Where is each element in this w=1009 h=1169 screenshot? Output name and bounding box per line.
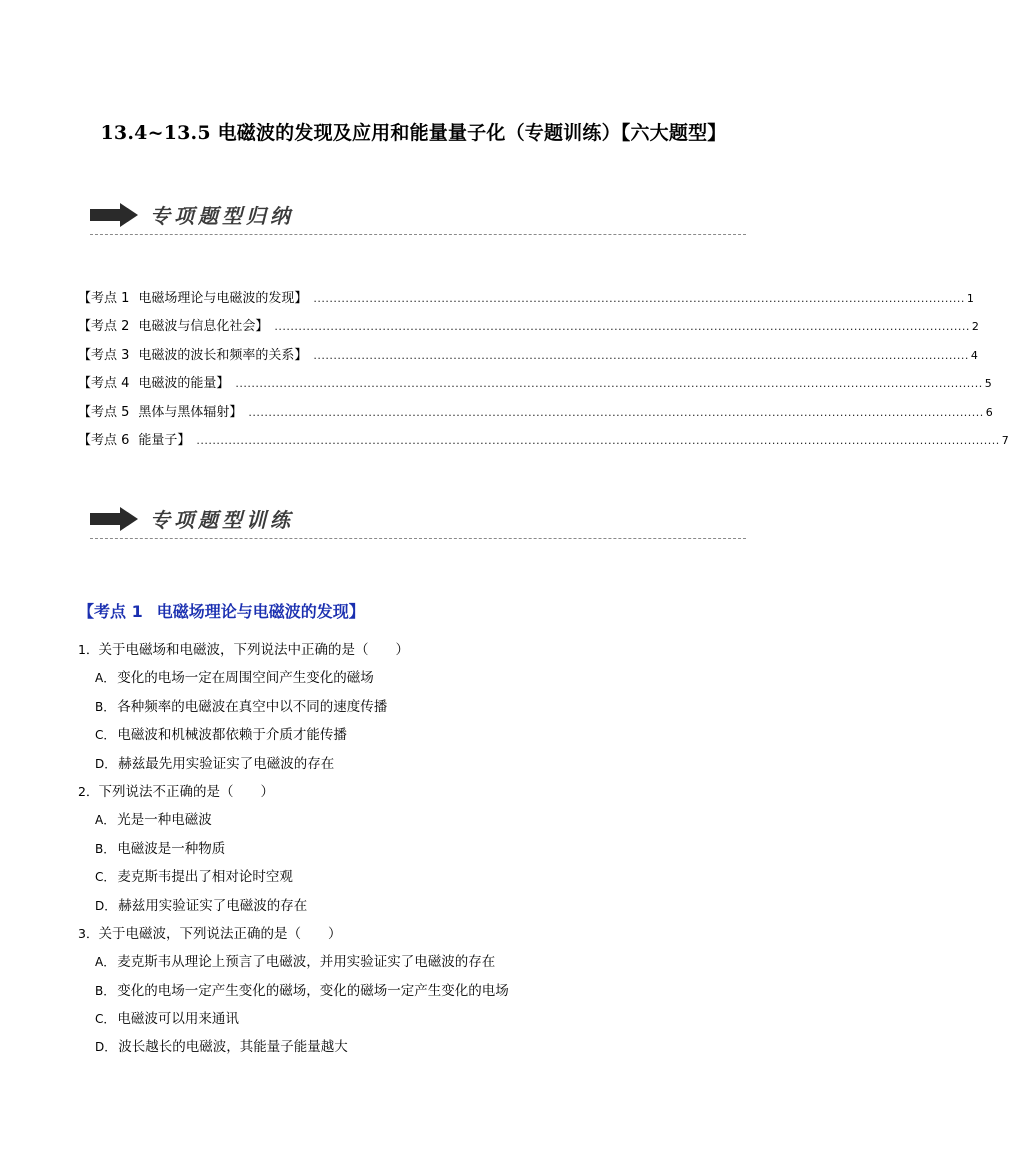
toc-item-topic: 黑体与黑体辐射】 <box>138 404 243 420</box>
section-topic: 电磁场理论与电磁波的发现】 <box>156 602 365 621</box>
question-number: 3． <box>78 925 99 941</box>
toc-page-number: 4 <box>970 348 978 362</box>
option-letter: C． <box>95 728 116 743</box>
section-banner-training <box>90 502 746 542</box>
toc-page-number: 7 <box>1001 433 1009 447</box>
section-banner-summary <box>90 198 746 238</box>
question-stem <box>78 636 758 664</box>
option-letter: C． <box>95 1012 116 1027</box>
toc-item-label: 【考点 5 <box>78 404 130 420</box>
answer-option[interactable] <box>78 835 758 863</box>
question-text: 关于电磁场和电磁波，下列说法中正确的是（ ） <box>98 642 409 658</box>
toc-leader: ........................................................................................................................................................................................ <box>248 405 984 419</box>
question-text: 关于电磁波，下列说法正确的是（ ） <box>98 925 342 942</box>
option-letter: C． <box>95 870 116 885</box>
arrow-icon <box>90 506 140 532</box>
toc-item-label: 【考点 3 <box>78 347 130 363</box>
question-stem <box>78 920 758 948</box>
toc-leader: ......................................................................................................................................................................................................... <box>196 433 1000 447</box>
toc-page-number: 6 <box>985 405 993 419</box>
toc-item-topic: 电磁波的波长和频率的关系】 <box>138 347 308 363</box>
option-text: 光是一种电磁波 <box>117 812 212 829</box>
section-heading <box>78 599 365 622</box>
toc-item-topic: 能量子】 <box>138 432 191 448</box>
option-text: 电磁波是一种物质 <box>117 840 226 857</box>
answer-option[interactable] <box>78 693 758 721</box>
option-letter: A． <box>95 813 116 828</box>
answer-option[interactable] <box>78 892 758 920</box>
toc-item-topic: 电磁场理论与电磁波的发现】 <box>138 291 308 306</box>
question-text: 下列说法不正确的是（ ） <box>98 783 274 800</box>
answer-option[interactable] <box>78 750 758 778</box>
section-label: 【考点 1 <box>78 602 143 621</box>
answer-option[interactable] <box>78 721 758 749</box>
answer-option[interactable] <box>78 806 758 834</box>
option-letter: D． <box>95 1040 117 1055</box>
toc-page-number: 5 <box>984 377 992 391</box>
question-number: 2． <box>78 783 99 799</box>
toc-item-label: 【考点 1 <box>78 291 130 306</box>
document-title: 13.4~13.5 电磁波的发现及应用和能量量子化（专题训练）【六大题型】 <box>100 122 727 144</box>
toc-item-label: 【考点 4 <box>78 376 130 392</box>
option-text: 各种频率的电磁波在真空中以不同的速度传播 <box>117 698 388 715</box>
toc-leader: ................................................................................................................................................................... <box>313 292 965 305</box>
option-letter: A． <box>95 955 116 970</box>
toc-page-number: 1 <box>966 292 974 305</box>
answer-option[interactable] <box>78 1033 758 1061</box>
option-text: 赫兹最先用实验证实了电磁波的存在 <box>118 755 335 772</box>
toc-item[interactable] <box>78 287 974 315</box>
toc-item[interactable] <box>78 372 992 400</box>
option-letter: B． <box>95 983 116 998</box>
answer-option[interactable] <box>78 948 758 976</box>
toc-item-label: 【考点 2 <box>78 319 130 335</box>
toc-leader: ........................................................................................................................................................................................... <box>235 377 983 391</box>
option-text: 电磁波可以用来通讯 <box>117 1011 239 1028</box>
answer-option[interactable] <box>78 664 758 692</box>
answer-option[interactable] <box>78 977 758 1005</box>
option-letter: D． <box>95 898 117 913</box>
toc-page-number: 2 <box>971 320 979 334</box>
banner-label: 专项题型归纳 <box>150 204 294 228</box>
question-number: 1． <box>78 642 99 657</box>
toc-item-topic: 电磁波的能量】 <box>138 376 230 392</box>
toc-item-label: 【考点 6 <box>78 432 130 448</box>
toc-item-topic: 电磁波与信息化社会】 <box>138 319 269 335</box>
table-of-contents <box>78 287 1009 457</box>
option-text: 麦克斯韦提出了相对论时空观 <box>117 869 293 886</box>
question-list <box>78 636 758 1062</box>
option-letter: D． <box>95 756 117 771</box>
toc-item[interactable] <box>78 429 1009 457</box>
option-letter: A． <box>95 671 116 686</box>
option-text: 电磁波和机械波都依赖于介质才能传播 <box>117 727 347 744</box>
toc-item[interactable] <box>78 315 979 343</box>
toc-leader: .................................................................................................................................................................... <box>313 348 969 362</box>
divider <box>90 234 746 235</box>
arrow-icon <box>90 202 140 228</box>
option-letter: B． <box>95 699 116 714</box>
option-text: 赫兹用实验证实了电磁波的存在 <box>118 897 308 914</box>
option-text: 变化的电场一定产生变化的磁场，变化的磁场一定产生变化的电场 <box>117 982 509 999</box>
option-letter: B． <box>95 841 116 856</box>
option-text: 波长越长的电磁波，其能量子能量越大 <box>118 1039 348 1056</box>
toc-item[interactable] <box>78 344 978 372</box>
option-text: 变化的电场一定在周围空间产生变化的磁场 <box>117 670 374 687</box>
answer-option[interactable] <box>78 863 758 891</box>
answer-option[interactable] <box>78 1005 758 1033</box>
banner-label: 专项题型训练 <box>150 508 294 532</box>
question-stem <box>78 778 758 806</box>
divider <box>90 538 746 539</box>
option-text: 麦克斯韦从理论上预言了电磁波，并用实验证实了电磁波的存在 <box>117 954 496 971</box>
toc-item[interactable] <box>78 401 993 429</box>
toc-leader: .............................................................................................................................................................................. <box>274 320 970 334</box>
